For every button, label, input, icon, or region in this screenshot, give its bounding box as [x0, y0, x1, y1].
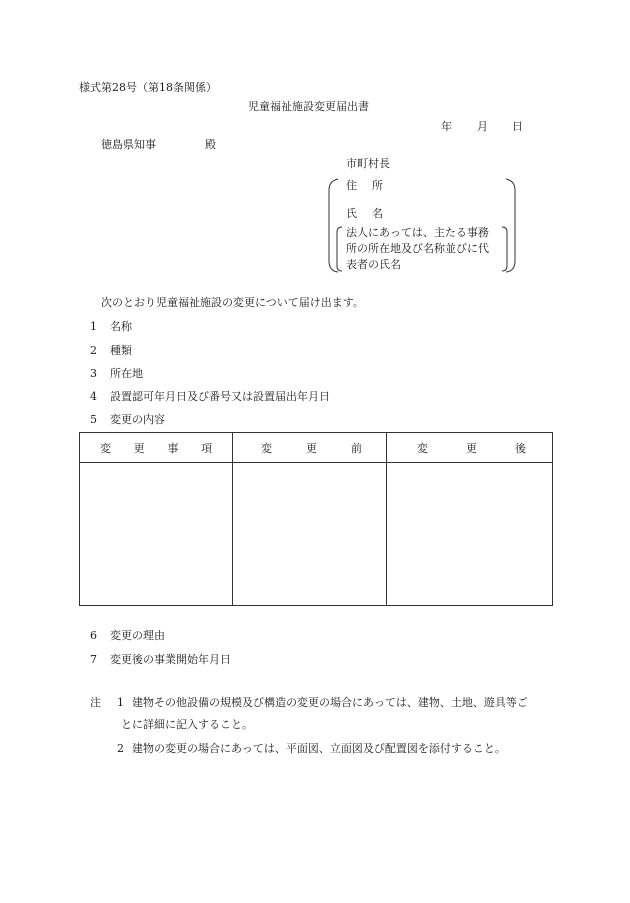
item-2-label: 種類 — [110, 344, 132, 357]
header-change-item — [80, 433, 233, 463]
note-1-line-1: 建物その他設備の規模及び構造の変更の場合にあっては、建物、土地、遊具等ご — [132, 696, 528, 709]
corporate-note-line-2: 所の所在地及び名称並びに代 — [346, 242, 489, 255]
item-7-num: 7 — [90, 653, 97, 666]
form-number: 様式第28号（第18条関係） — [79, 81, 217, 94]
corporate-note-line-3: 表者の氏名 — [346, 258, 401, 271]
header-after-change-char-2: 更 — [466, 441, 477, 455]
header-change-item-char-4: 項 — [200, 441, 212, 455]
note-1-line-2: とに詳細に記入すること。 — [121, 718, 253, 731]
header-change-item-char-2: 更 — [133, 441, 145, 455]
cell-after-change — [387, 463, 553, 606]
header-after-change — [387, 433, 553, 463]
header-after-change-char-3: 後 — [515, 441, 526, 455]
change-content-table — [79, 432, 553, 606]
page-title: 児童福祉施設変更届出書 — [248, 100, 369, 113]
address-label-char-2: 所 — [372, 179, 383, 192]
right-inner-bracket — [501, 226, 509, 272]
date-month-label: 月 — [477, 120, 488, 133]
item-4-label: 設置認可年月日及び番号又は設置届出年月日 — [110, 390, 330, 403]
name-label-char-2: 名 — [372, 207, 383, 220]
note-1-num: 1 — [117, 696, 124, 709]
mayor-label: 市町村長 — [346, 157, 390, 170]
item-2-num: 2 — [90, 344, 97, 357]
item-1-label: 名称 — [110, 320, 132, 333]
table-row — [80, 463, 553, 606]
item-3-num: 3 — [90, 367, 97, 380]
addressee-honorific: 殿 — [205, 138, 216, 151]
header-change-item-char-1: 変 — [100, 441, 111, 455]
address-label-char-1: 住 — [346, 179, 357, 192]
date-year-label: 年 — [441, 120, 452, 133]
header-before-change — [233, 433, 387, 463]
header-before-change-char-1: 変 — [261, 441, 272, 455]
item-4-num: 4 — [90, 390, 97, 403]
name-label — [346, 208, 383, 219]
note-2-num: 2 — [117, 742, 124, 755]
addressee-name: 徳島県知事 — [101, 138, 156, 151]
table-header-row — [80, 433, 553, 463]
item-6-num: 6 — [90, 629, 97, 642]
note-2-text: 建物の変更の場合にあっては、平面図、立面図及び配置図を添付すること。 — [132, 742, 506, 755]
item-6-label: 変更の理由 — [110, 629, 165, 642]
item-7-label: 変更後の事業開始年月日 — [110, 653, 231, 666]
intro-text: 次のとおり児童福祉施設の変更について届け出ます。 — [101, 296, 364, 309]
corporate-note-line-1: 法人にあっては、主たる事務 — [346, 226, 489, 239]
left-inner-bracket — [335, 226, 343, 272]
header-before-change-char-3: 前 — [351, 441, 362, 455]
cell-change-item — [80, 463, 233, 606]
header-before-change-char-2: 更 — [306, 441, 317, 455]
notes-heading: 注 — [90, 696, 101, 709]
item-1-num: 1 — [90, 320, 97, 333]
header-change-item-char-3: 事 — [167, 441, 179, 455]
item-5-label: 変更の内容 — [110, 413, 165, 426]
name-label-char-1: 氏 — [346, 207, 357, 220]
header-after-change-char-1: 変 — [417, 441, 428, 455]
cell-before-change — [233, 463, 387, 606]
item-3-label: 所在地 — [110, 367, 143, 380]
item-5-num: 5 — [90, 413, 97, 426]
address-label — [346, 180, 383, 191]
date-day-label: 日 — [512, 120, 523, 133]
